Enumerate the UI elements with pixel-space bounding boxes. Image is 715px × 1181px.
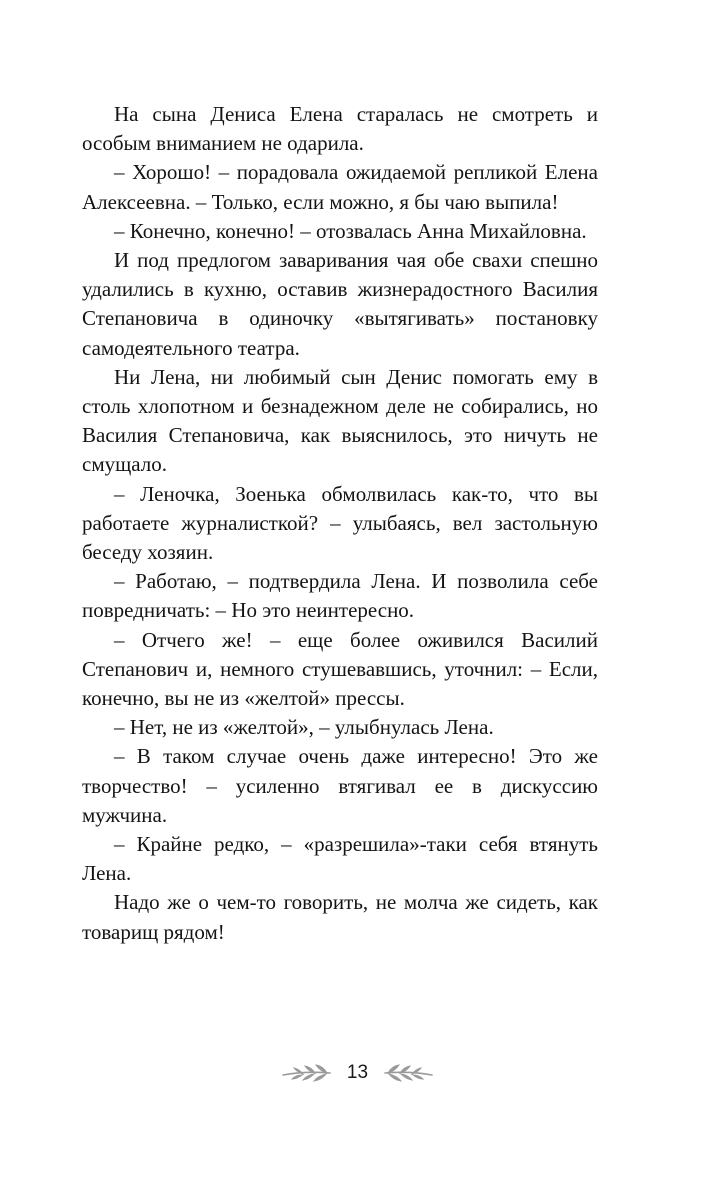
paragraph: На сына Дениса Елена старалась не смотреть и особым вниманием не одарила. [82,102,598,156]
paragraph: И под предлогом заваривания чая обе свахи спешно удалились в кухню, оставив жизнерадостного Василия Степановича в одиночку «вытягивать» постановку самодеятельного театра. [82,248,598,360]
page-number: 13 [346,1062,369,1083]
paragraph: – Леночка, Зоенька обмолвилась как-то, что вы работаете журналисткой? – улыбаясь, вел застольную беседу хозяин. [82,481,598,565]
right-leaf-ornament-icon [382,1062,434,1084]
book-page-text [82,100,598,947]
paragraph: – Работаю, – подтвердила Лена. И позволила себе повредничать: – Но это неинтересно. [82,569,598,623]
paragraph: – Конечно, конечно! – отозвалась Анна Михайловна. [114,218,587,243]
paragraph: – Хорошо! – порадовала ожидаемой репликой Елена Алексеевна. – Только, если можно, я бы чаю выпила! [82,160,598,214]
paragraph: – В таком случае очень даже интересно! Это же творчество! – усиленно втягивал ее в дискуссию мужчина. [82,744,598,827]
paragraph: – Крайне редко, – «разрешила»-таки себя втянуть Лена. [82,832,598,886]
page-footer [0,1058,715,1088]
paragraph: – Отчего же! – еще более оживился Василий Степанович и, немного стушевавшись, уточнил: – Если, конечно, вы не из «желтой» прессы. [82,627,598,711]
paragraph: – Нет, не из «желтой», – улыбнулась Лена. [114,715,494,740]
paragraph: Надо же о чем-то говорить, не молча же сидеть, как товарищ рядом! [82,890,598,944]
left-leaf-ornament-icon [281,1062,333,1084]
paragraph: Ни Лена, ни любимый сын Денис помогать ему в столь хлопотном и безнадежном деле не собирались, но Василия Степановича, как выяснилось, это ничуть не смущало. [82,364,598,477]
